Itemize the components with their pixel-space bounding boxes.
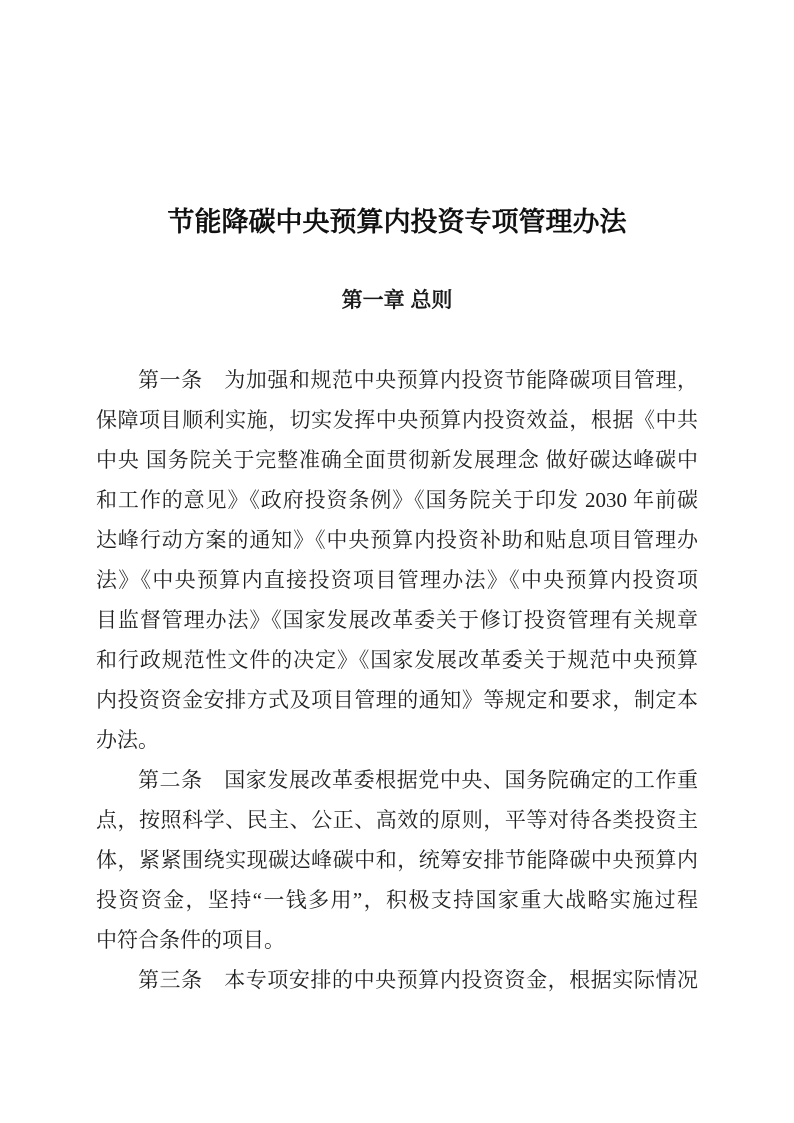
chapter-heading: 第一章 总则 xyxy=(341,289,453,312)
text-line: 达峰行动方案的通知》《中央预算内投资补助和贴息项目管理办 xyxy=(96,528,698,552)
text-line: 点，按照科学、民主、公正、高效的原则，平等对待各类投资主 xyxy=(96,808,698,832)
text-line: 办法。 xyxy=(96,728,159,752)
text-line: 第三条 本专项安排的中央预算内投资资金，根据实际情况 xyxy=(138,968,698,992)
text-line: 法》《中央预算内直接投资项目管理办法》《中央预算内投资项 xyxy=(96,568,698,592)
document-body xyxy=(96,360,698,1000)
text-line: 中符合条件的项目。 xyxy=(96,928,285,952)
text-line: 和行政规范性文件的决定》《国家发展改革委关于规范中央预算 xyxy=(96,648,698,672)
text-line: 和工作的意见》《政府投资条例》《国务院关于印发 2030 年前碳 xyxy=(96,488,698,512)
text-line: 第二条 国家发展改革委根据党中央、国务院确定的工作重 xyxy=(138,768,698,792)
text-line: 保障项目顺利实施，切实发挥中央预算内投资效益，根据《中共 xyxy=(96,408,698,432)
document-title: 节能降碳中央预算内投资专项管理办法 xyxy=(167,207,627,237)
text-line: 第一条 为加强和规范中央预算内投资节能降碳项目管理， xyxy=(138,368,698,392)
text-line: 内投资资金安排方式及项目管理的通知》等规定和要求，制定本 xyxy=(96,688,698,712)
text-line: 中央 国务院关于完整准确全面贯彻新发展理念 做好碳达峰碳中 xyxy=(96,448,698,472)
text-line: 投资资金，坚持“一钱多用”，积极支持国家重大战略实施过程 xyxy=(96,888,698,912)
text-line: 体，紧紧围绕实现碳达峰碳中和，统筹安排节能降碳中央预算内 xyxy=(96,848,698,872)
text-line: 目监督管理办法》《国家发展改革委关于修订投资管理有关规章 xyxy=(96,608,698,632)
